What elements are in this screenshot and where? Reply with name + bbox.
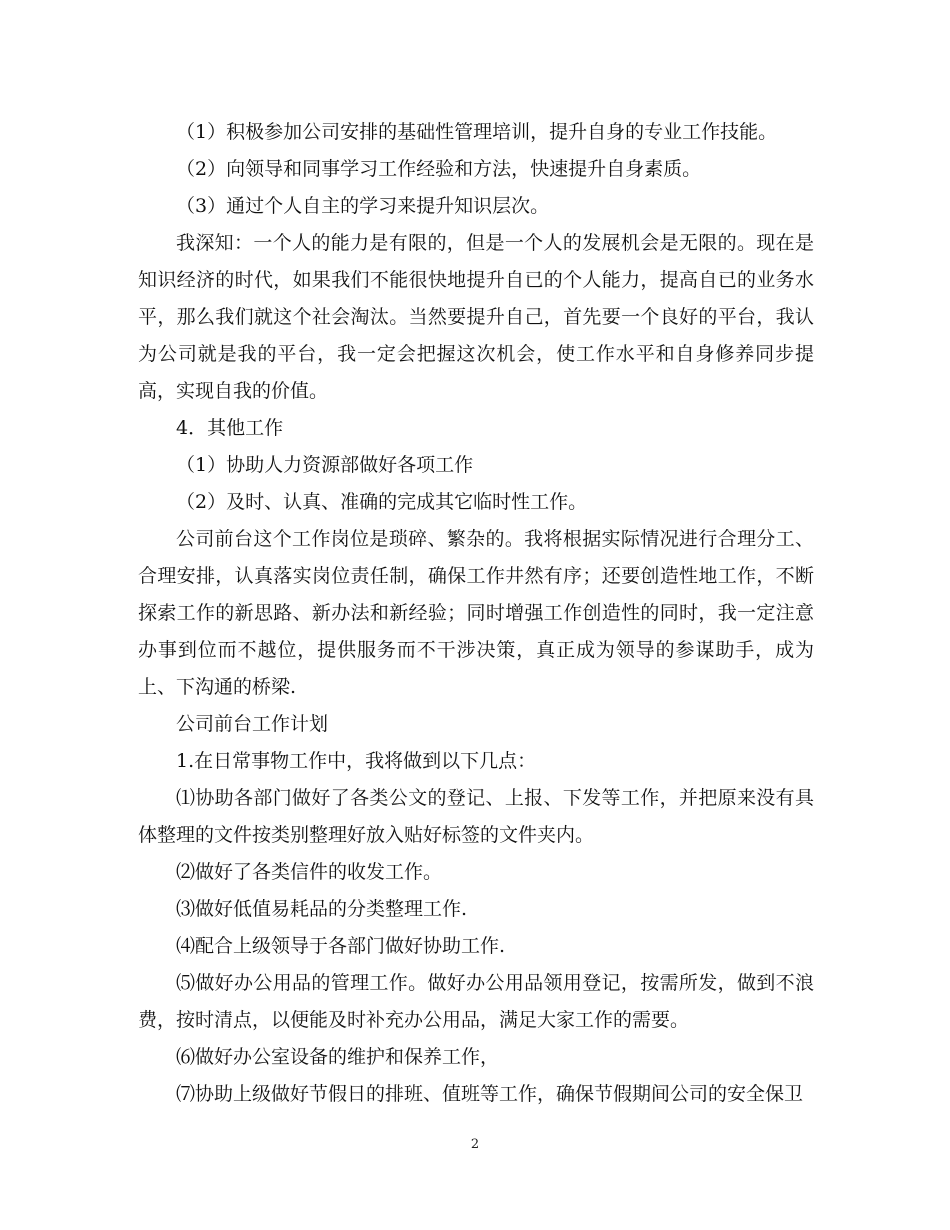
list-item: ⑵做好了各类信件的收发工作。 <box>176 861 443 883</box>
list-item: ⑹做好办公室设备的维护和保养工作， <box>176 1046 500 1068</box>
section-heading: 1.在日常事物工作中，我将做到以下几点： <box>176 750 537 772</box>
list-item: ⑶做好低值易耗品的分类整理工作. <box>176 898 468 920</box>
list-item: ⑷配合上级领导于各部门做好协助工作. <box>176 935 506 957</box>
paragraph: （2）向领导和同事学习工作经验和方法，快速提升自身素质。 <box>176 158 702 180</box>
page-number: 2 <box>470 1137 480 1152</box>
document-body <box>138 114 814 1113</box>
section-title: 公司前台工作计划 <box>176 713 329 735</box>
paragraph: （1）积极参加公司安排的基础性管理培训，提升自身的专业工作技能。 <box>176 121 778 143</box>
paragraph: （1）协助人力资源部做好各项工作 <box>176 454 474 476</box>
paragraph: 公司前台这个工作岗位是琐碎、繁杂的。我将根据实际情况进行合理分工、合理安排，认真落实岗位责任制，确保工作井然有序；还要创造性地工作，不断探索工作的新思路、新办法和新经验；同时增强工作创造性的同时，我一定注意办事到位而不越位，提供服务而不干涉决策，真正成为领导的参谋助手，成为上、下沟通的桥梁. <box>138 528 814 698</box>
paragraph: （3）通过个人自主的学习来提升知识层次。 <box>176 195 550 217</box>
list-item: ⑺协助上级做好节假日的排班、值班等工作，确保节假期间公司的安全保卫 <box>176 1083 804 1105</box>
list-item: ⑴协助各部门做好了各类公文的登记、上报、下发等工作，并把原来没有具体整理的文件按类别整理好放入贴好标签的文件夹内。 <box>138 787 814 846</box>
list-item: ⑸做好办公用品的管理工作。做好办公用品领用登记，按需所发，做到不浪费，按时清点，以便能及时补充办公用品，满足大家工作的需要。 <box>138 972 814 1031</box>
paragraph: （2）及时、认真、准确的完成其它临时性工作。 <box>176 491 588 513</box>
paragraph: 我深知：一个人的能力是有限的，但是一个人的发展机会是无限的。现在是知识经济的时代，如果我们不能很快地提升自已的个人能力，提高自已的业务水平，那么我们就这个社会淘汰。当然要提升自己，首先要一个良好的平台，我认为公司就是我的平台，我一定会把握这次机会，使工作水平和自身修养同步提高，实现自我的价值。 <box>138 232 814 402</box>
section-heading: 4．其他工作 <box>176 417 284 439</box>
